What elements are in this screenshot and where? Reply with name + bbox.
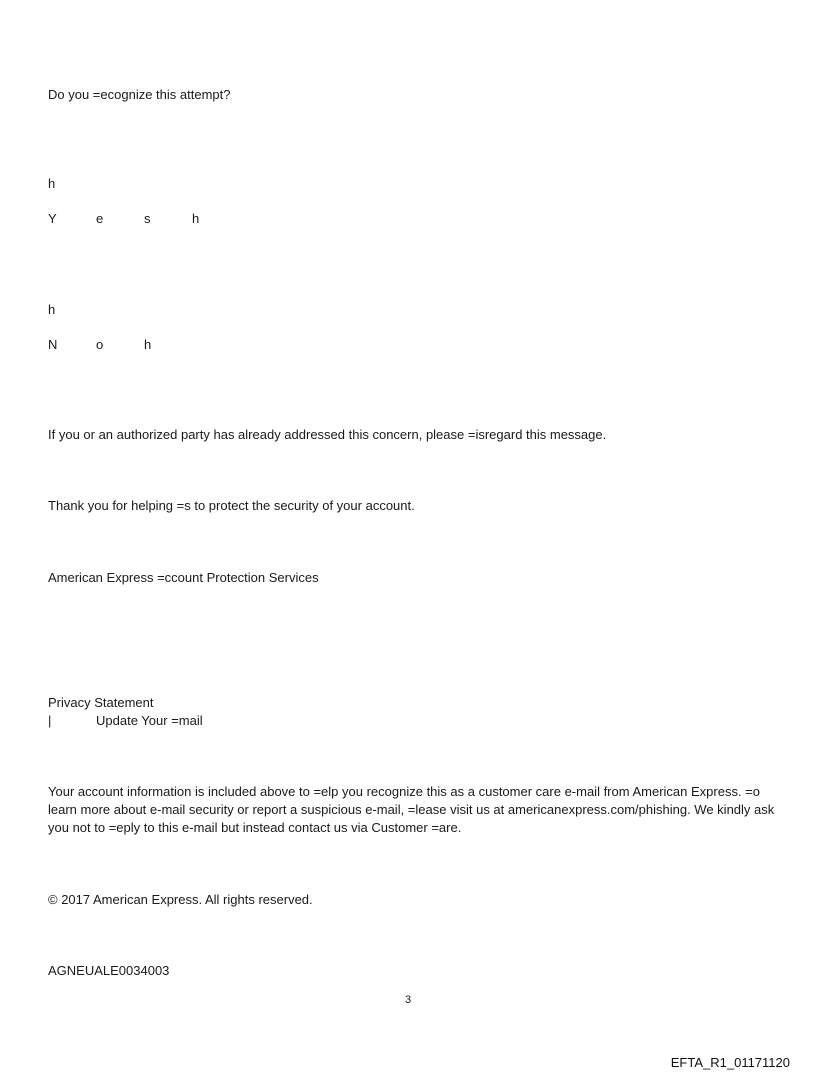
yes-letter-e[interactable]: e [96, 211, 104, 226]
update-email-link[interactable]: Update Your =mail [96, 713, 203, 728]
yes-letter-s[interactable]: s [144, 211, 151, 226]
disregard-message: If you or an authorized party has already addressed this concern, please =isregard this message. [48, 427, 607, 442]
yes-option-marker[interactable]: h [48, 176, 56, 191]
links-separator: | [48, 713, 52, 728]
yes-letter-y[interactable]: Y [48, 211, 57, 226]
yes-letter-h[interactable]: h [192, 211, 200, 226]
no-letter-h[interactable]: h [144, 337, 152, 352]
no-letter-o[interactable]: o [96, 337, 104, 352]
no-option-marker[interactable]: h [48, 302, 56, 317]
privacy-statement-link[interactable]: Privacy Statement [48, 695, 154, 710]
copyright: © 2017 American Express. All rights reserved. [48, 892, 313, 907]
yes-option[interactable] [48, 211, 248, 228]
document-id: EFTA_R1_01171120 [670, 1055, 790, 1070]
signature: American Express =ccount Protection Services [48, 570, 319, 585]
disclaimer-paragraph: Your account information is included above to =elp you recognize this as a customer care e-mail from American Express. =o learn more about e-mail security or report a suspicious e-mail, =lease visit us at americanexpress.com/phishing. We kindly ask you not to =eply to this e-mail but instead contact us via Customer =are. [48, 784, 775, 835]
page-number: 3 [404, 994, 412, 1006]
no-option[interactable] [48, 337, 248, 354]
thanks-message: Thank you for helping =s to protect the security of your account. [48, 498, 415, 513]
recognize-question: Do you =ecognize this attempt? [48, 87, 231, 102]
no-letter-n[interactable]: N [48, 337, 58, 352]
reference-code: AGNEUALE0034003 [48, 963, 170, 978]
